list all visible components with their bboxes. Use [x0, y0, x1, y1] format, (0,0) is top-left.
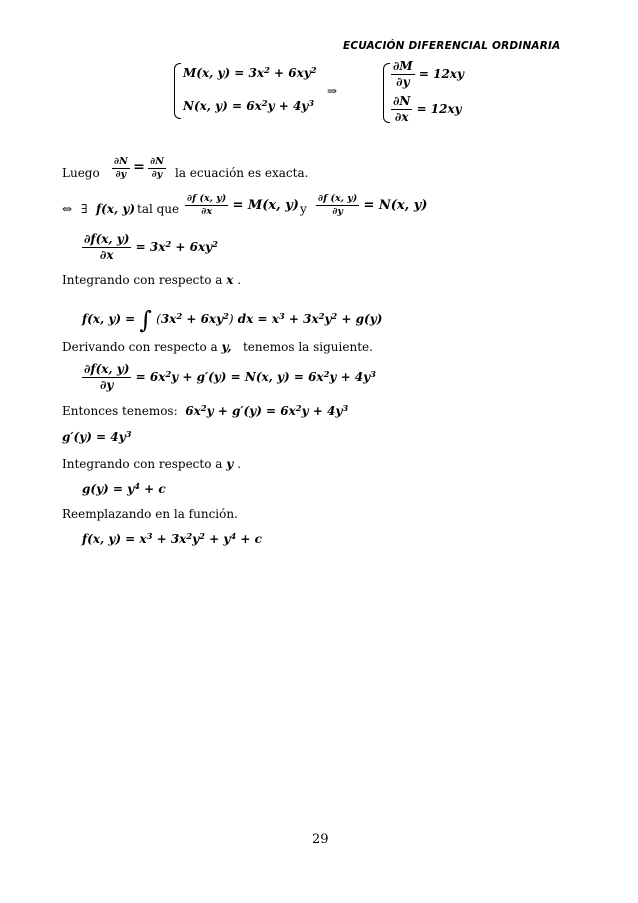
tal-que-text: tal que [137, 202, 180, 216]
potential-function: f(x, y) [96, 202, 135, 216]
df-dx-equation: $\frac{\partial f(x, y)}{\partial x}$ = $3x^2 + 6xy^2$ [84, 232, 218, 262]
integrate-y-text: Integrando con respecto a y . [62, 457, 241, 471]
page-header: ECUACIÓN DIFERENCIAL ORDINARIA [343, 40, 561, 52]
equation-N: N(x, $y) = 6x^2y + 4y^3$ [183, 97, 315, 113]
right-system-brace [383, 63, 390, 123]
g-equation: $g(y) = y^4 + c$ [82, 480, 166, 496]
integral-equation: f(x, y) = ∫ $(3x^2 + 6xy^2)$ dx = $x^3 + 3x^2y^2 + g(y)$ [82, 306, 383, 334]
y-conjunction: y [300, 202, 307, 216]
page-number: 29 [312, 832, 329, 847]
g-prime-equation: $g'(y) = 4y^3$ [62, 428, 132, 444]
integral-symbol: ∫ [139, 306, 152, 334]
iff-symbol: ⇔ [62, 202, 73, 216]
exists-symbol: ∃ [81, 202, 88, 216]
exact-equation-text: la ecuación es exacta. [175, 166, 309, 180]
luego-label: Luego [62, 166, 100, 180]
entonces-line: Entonces tenemos: $6x^2y + g'(y) = 6x^2y + 4y^3$ [62, 402, 349, 418]
equation-M: M(x, $y) = 3x^2 + 6xy^2$ [183, 64, 317, 80]
df-dx-equals-M: $\frac{\partial f (x, y)}{\partial x}$ = M(x, y) [187, 193, 299, 217]
df-dy-equals-N: $\frac{\partial f (x, y)}{\partial y}$ = N(x, y) [318, 193, 428, 217]
partial-M-equation: $\frac{\partial M}{\partial y}$ = 12xy [393, 59, 464, 89]
integrate-x-text: Integrando con respecto a x . [62, 273, 242, 287]
implies-arrow: ⇒ [327, 84, 338, 98]
left-system-brace [174, 63, 181, 119]
differentiate-y-text: Derivando con respecto a y, tenemos la siguiente. [62, 340, 373, 354]
replace-text: Reemplazando en la función. [62, 507, 238, 521]
exactness-condition: $\frac{\partial N}{\partial y}$ = $\frac{\partial N}{\partial y}$ [114, 156, 164, 180]
df-dy-equation: $\frac{\partial f(x, y)}{\partial y}$ = $6x^2y + g'(y) = N(x$, $y) = 6x^2y + 4y^3$ [84, 362, 376, 392]
partial-N-equation: $\frac{\partial N}{\partial x}$ = 12xy [393, 94, 462, 124]
final-solution-equation: f(x, $y) = x^3 + 3x^2y^2 + y^4 + c$ [82, 530, 262, 546]
